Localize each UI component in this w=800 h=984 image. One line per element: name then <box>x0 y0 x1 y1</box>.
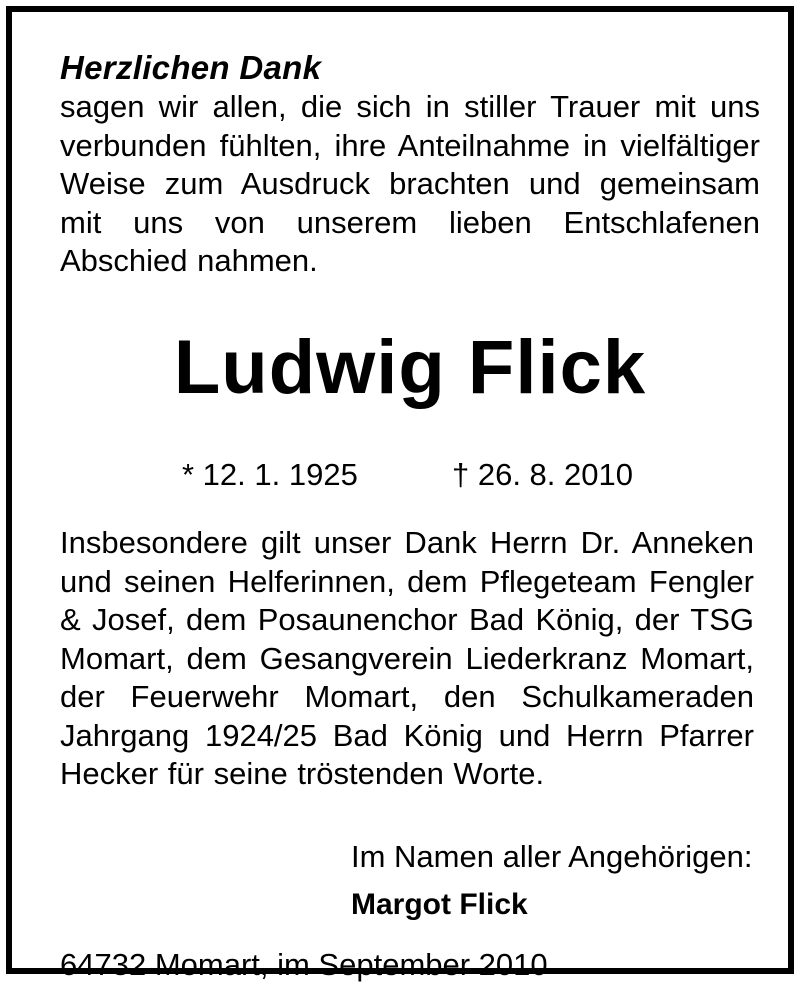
signer-name: Margot Flick <box>351 888 528 921</box>
deceased-name: Ludwig Flick <box>173 325 647 410</box>
notice-frame <box>6 6 794 982</box>
place-date: 64732 Momart, im September 2010 <box>60 947 548 982</box>
thanks-paragraph: Insbesondere gilt unser Dank Herrn Dr. Anneken und seinen Helferinnen, dem Pflegeteam Fengler & Josef, dem Posaunenchor Bad König, der TSG Momart, dem Gesangverein Liederkranz Momart, der Feuerwehr Momart, den Schulkameraden Jahrgang 1924/25 Bad König und Herrn Pfarrer Hecker für seine tröstenden Worte. <box>60 525 754 791</box>
notice-content <box>60 48 760 982</box>
notice-heading: Herzlichen Dank <box>60 49 322 86</box>
closing-line: Im Namen aller Angehörigen: <box>351 839 753 874</box>
death-date: † 26. 8. 2010 <box>452 457 633 492</box>
birth-date: * 12. 1. 1925 <box>182 457 358 492</box>
intro-paragraph: sagen wir allen, die sich in stiller Trauer mit uns verbunden fühlten, ihre Anteilnahme in vielfältiger Weise zum Ausdruck brachten und gemeinsam mit uns von unserem lieben Entschlafenen Abschied nahmen. <box>60 89 760 278</box>
